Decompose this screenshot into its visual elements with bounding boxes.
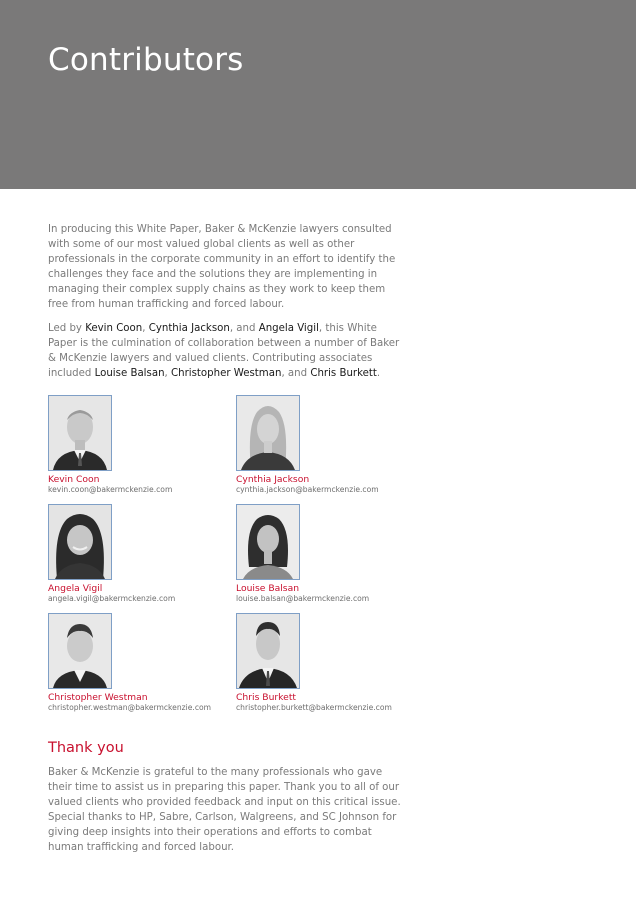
intro-text: , this White Paper is the culmination of collaboration between a number of Baker & McKenzie lawyers and valued clients. Contributing associates included [48,323,400,379]
contributor-name: Kevin Coon [48,474,100,485]
page-title: Contributors [48,42,244,78]
contributor-name: Chris Burkett [236,692,297,703]
intro-text: , [142,323,149,334]
portrait-photo [236,613,300,689]
contributor-card [236,395,416,495]
associate-name-louise: Louise Balsan [94,368,165,379]
header-banner [0,0,636,189]
contributor-name: Cynthia Jackson [236,474,310,485]
portrait-photo [236,395,300,471]
contributor-email[interactable]: christopher.burkett@bakermckenzie.com [236,703,392,712]
lead-name-kevin: Kevin Coon [85,323,143,334]
portrait-photo [48,613,112,689]
contributor-card [236,613,416,713]
contributor-name: Louise Balsan [236,583,300,594]
portrait-photo [48,395,112,471]
contributor-card [48,613,228,713]
intro-text: Led by [48,323,86,334]
contributor-email[interactable]: angela.vigil@bakermckenzie.com [48,594,176,603]
intro-text: . [376,368,381,379]
contributor-email[interactable]: louise.balsan@bakermckenzie.com [236,594,370,603]
contributor-email[interactable]: christopher.westman@bakermckenzie.com [48,703,212,712]
contributor-card [48,504,228,604]
intro-paragraph-2 [48,321,400,381]
intro-paragraph-1: In producing this White Paper, Baker & McKenzie lawyers consulted with some of our most valued global clients as well as other professionals in the corporate community in an effort to identify the challenges they face and the solutions they are implementing in managing their complex supply chains as they work to keep them free from human trafficking and forced labour. [48,224,396,310]
contributor-card [48,395,228,495]
associate-name-chris: Chris Burkett [310,368,377,379]
intro-text: , and [281,368,311,379]
contributor-name: Angela Vigil [48,583,103,594]
lead-name-angela: Angela Vigil [258,323,319,334]
contributor-name: Christopher Westman [48,692,148,703]
intro-text: , and [229,323,259,334]
intro-text: , [164,368,172,379]
thank-you-heading: Thank you [48,740,124,756]
portrait-photo [48,504,112,580]
contributor-card [236,504,416,604]
contributor-email[interactable]: cynthia.jackson@bakermckenzie.com [236,485,379,494]
associate-name-christopher: Christopher Westman [171,368,282,379]
contributor-email[interactable]: kevin.coon@bakermckenzie.com [48,485,173,494]
portrait-photo [236,504,300,580]
lead-name-cynthia: Cynthia Jackson [148,323,230,334]
thank-you-paragraph: Baker & McKenzie is grateful to the many professionals who gave their time to assist us in preparing this paper. Thank you to all of our valued clients who provided feedback and input on this critical issue. Special thanks to HP, Sabre, Carlson, Walgreens, and SC Johnson for giving deep insights into their operations and efforts to combat human trafficking and forced labour. [48,767,401,853]
